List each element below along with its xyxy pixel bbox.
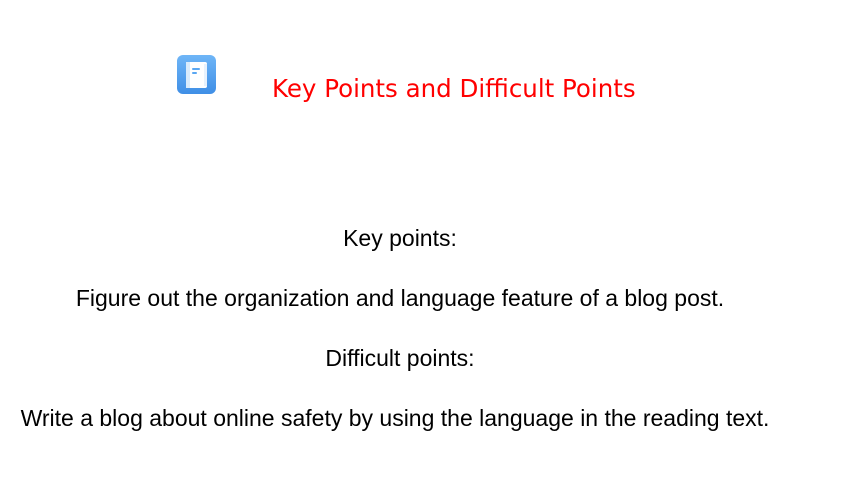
- slide-title: Key Points and Difficult Points: [272, 74, 636, 103]
- key-points-heading: Key points:: [343, 225, 457, 251]
- difficult-points-heading: Difficult points:: [325, 345, 475, 371]
- key-points-text: Figure out the organization and language feature of a blog post.: [75, 285, 725, 311]
- difficult-points-text: Write a blog about online safety by using the language in the reading text.: [20, 405, 770, 431]
- book-icon: [177, 55, 216, 94]
